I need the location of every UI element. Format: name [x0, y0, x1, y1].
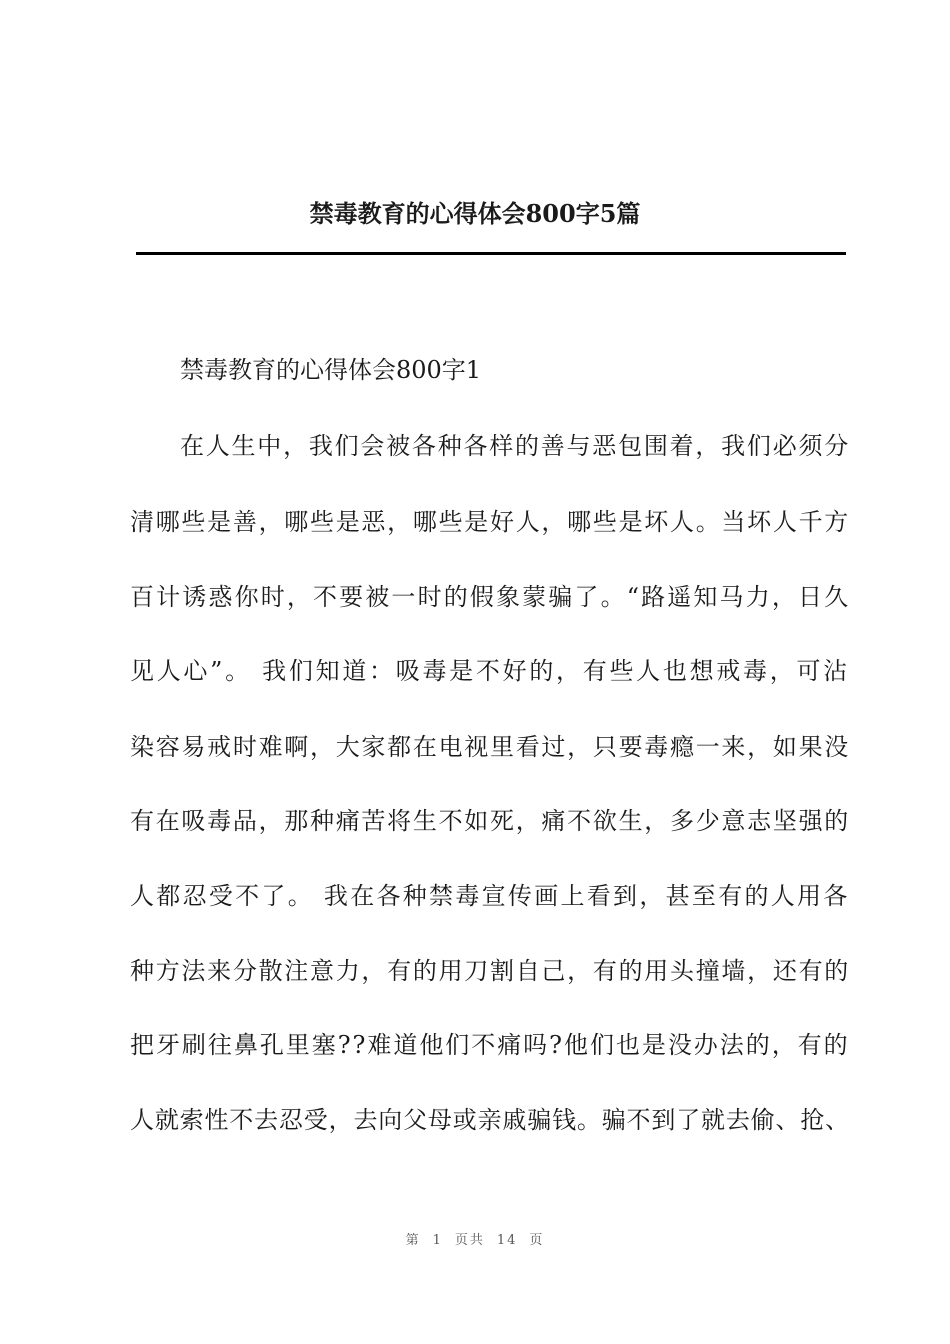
title-underline — [136, 252, 846, 255]
paragraph-line-4: 见人心”。 我们知道：吸毒是不好的，有些人也想戒毒，可沾 — [130, 657, 850, 685]
footer-suffix: 页 — [529, 1233, 545, 1248]
paragraph-line-2: 清哪些是善，哪些是恶，哪些是好人，哪些是坏人。当坏人千方 — [130, 508, 850, 536]
document-title: 禁毒教育的心得体会800字5篇 — [309, 199, 641, 228]
page-footer — [0, 1229, 950, 1248]
paragraph-line-1: 在人生中，我们会被各种各样的善与恶包围着，我们必须分 — [180, 432, 850, 460]
footer-page-number: 1 — [432, 1233, 443, 1248]
paragraph-line-10: 人就索性不去忍受，去向父母或亲戚骗钱。骗不到了就去偷、抢、 — [130, 1106, 850, 1134]
section-heading: 禁毒教育的心得体会800字1 — [180, 356, 482, 384]
footer-total-pages: 14 — [496, 1233, 518, 1248]
footer-middle: 页共 — [454, 1233, 485, 1248]
footer-prefix: 第 — [405, 1233, 421, 1248]
paragraph-line-5: 染容易戒时难啊，大家都在电视里看过，只要毒瘾一来，如果没 — [130, 733, 850, 761]
paragraph-line-6: 有在吸毒品，那种痛苦将生不如死，痛不欲生，多少意志坚强的 — [130, 807, 850, 835]
paragraph-line-7: 人都忍受不了。 我在各种禁毒宣传画上看到，甚至有的人用各 — [130, 882, 850, 910]
paragraph-line-3: 百计诱惑你时，不要被一时的假象蒙骗了。“路遥知马力，日久 — [130, 583, 851, 611]
paragraph-line-8: 种方法来分散注意力，有的用刀割自己，有的用头撞墙，还有的 — [130, 957, 850, 985]
paragraph-line-9: 把牙刷往鼻孔里塞??难道他们不痛吗?他们也是没办法的，有的 — [130, 1031, 850, 1059]
